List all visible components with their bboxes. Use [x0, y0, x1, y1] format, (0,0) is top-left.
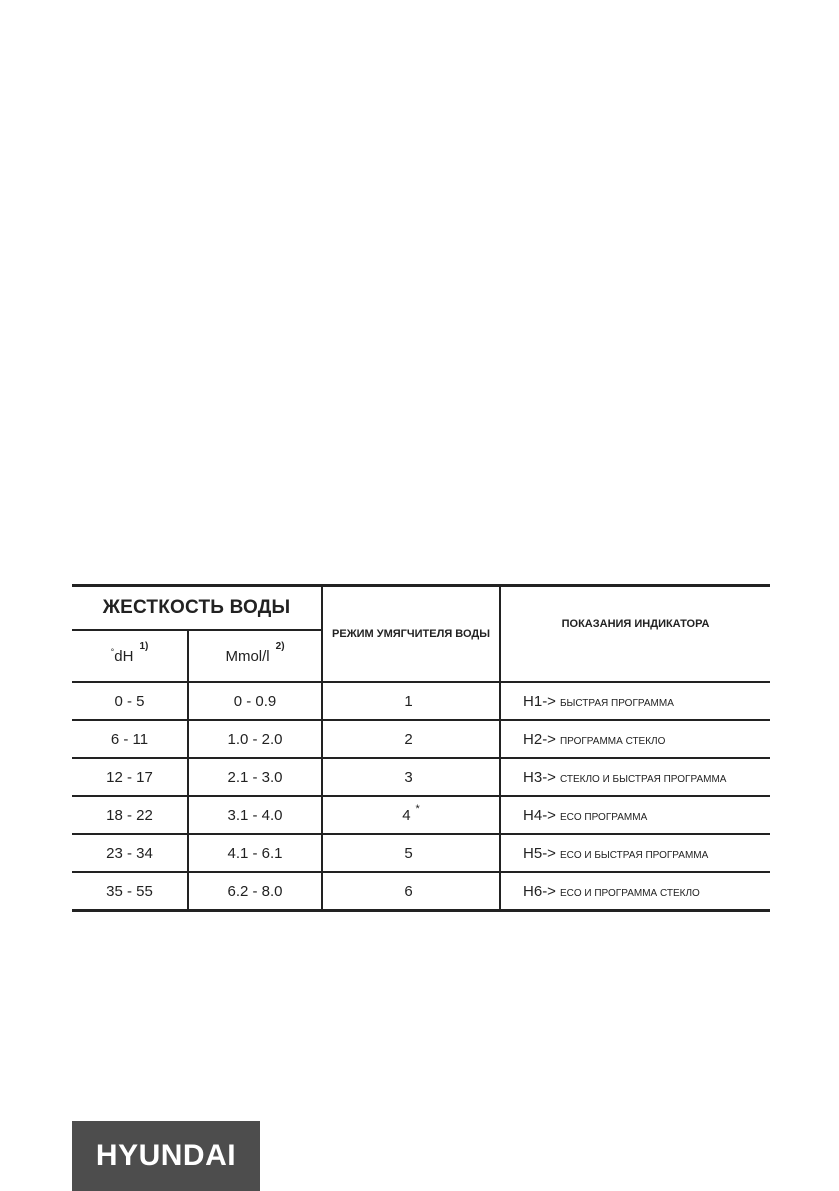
mmol-cell: 3.1 - 4.0 — [188, 796, 322, 834]
mode-cell — [322, 758, 500, 796]
dh-cell: 23 - 34 — [72, 834, 188, 872]
mode-cell — [322, 682, 500, 720]
mode-cell — [322, 796, 500, 834]
indicator-description: ECO И ПРОГРАММА СТЕКЛО — [559, 887, 700, 899]
table-row — [72, 758, 770, 796]
mode-cell — [322, 720, 500, 758]
indicator-description: ECO И БЫСТРАЯ ПРОГРАММА — [559, 849, 709, 861]
table-row — [72, 834, 770, 872]
degree-sign: ° — [110, 647, 115, 657]
mmol-cell: 0 - 0.9 — [188, 682, 322, 720]
indicator-description: ПРОГРАММА СТЕКЛО — [559, 735, 666, 747]
mode-value: 1 — [404, 692, 413, 710]
indicator-code: H1-> — [523, 692, 556, 710]
indicator-header: ПОКАЗАНИЯ ИНДИКАТОРА — [500, 586, 770, 683]
water-hardness-title: ЖЕСТКОСТЬ ВОДЫ — [102, 597, 291, 618]
indicator-cell — [500, 758, 770, 796]
indicator-code: H6-> — [523, 882, 556, 900]
mode-cell — [322, 872, 500, 911]
dh-cell: 6 - 11 — [72, 720, 188, 758]
mmol-cell: 1.0 - 2.0 — [188, 720, 322, 758]
table-row — [72, 796, 770, 834]
indicator-cell — [500, 872, 770, 911]
dh-cell: 35 - 55 — [72, 872, 188, 911]
mode-value: 6 — [404, 882, 413, 900]
dh-cell: 0 - 5 — [72, 682, 188, 720]
dh-cell: 18 - 22 — [72, 796, 188, 834]
mode-value: 2 — [404, 730, 413, 748]
water-hardness-table — [72, 584, 770, 912]
table-row — [72, 682, 770, 720]
dh-label: dH — [114, 648, 134, 665]
softener-mode-header: РЕЖИМ УМЯГЧИТЕЛЯ ВОДЫ — [322, 586, 500, 683]
mmol-cell: 4.1 - 6.1 — [188, 834, 322, 872]
recommended-mark: * — [415, 802, 420, 815]
indicator-cell — [500, 682, 770, 720]
indicator-description: СТЕКЛО И БЫСТРАЯ ПРОГРАММА — [559, 773, 727, 785]
dh-footnote: 1) — [139, 641, 149, 652]
mmol-label: Mmol/l — [225, 648, 270, 665]
mmol-header — [188, 630, 322, 682]
indicator-cell — [500, 834, 770, 872]
mmol-cell: 6.2 - 8.0 — [188, 872, 322, 911]
mode-value: 3 — [404, 768, 413, 786]
indicator-description: ECO ПРОГРАММА — [559, 811, 648, 823]
indicator-code: H3-> — [523, 768, 556, 786]
indicator-description: БЫСТРАЯ ПРОГРАММА — [559, 697, 674, 709]
mode-value: 5 — [404, 844, 413, 862]
indicator-code: H4-> — [523, 806, 556, 824]
mmol-footnote: 2) — [275, 641, 285, 652]
table-row — [72, 720, 770, 758]
hyundai-logo: HYUNDAI — [72, 1121, 260, 1191]
mode-value: 4 — [402, 806, 411, 824]
indicator-cell — [500, 720, 770, 758]
indicator-code: H5-> — [523, 844, 556, 862]
dh-header — [72, 630, 188, 682]
table-row — [72, 872, 770, 911]
dh-cell: 12 - 17 — [72, 758, 188, 796]
indicator-cell — [500, 796, 770, 834]
indicator-code: H2-> — [523, 730, 556, 748]
mmol-cell: 2.1 - 3.0 — [188, 758, 322, 796]
mode-cell — [322, 834, 500, 872]
